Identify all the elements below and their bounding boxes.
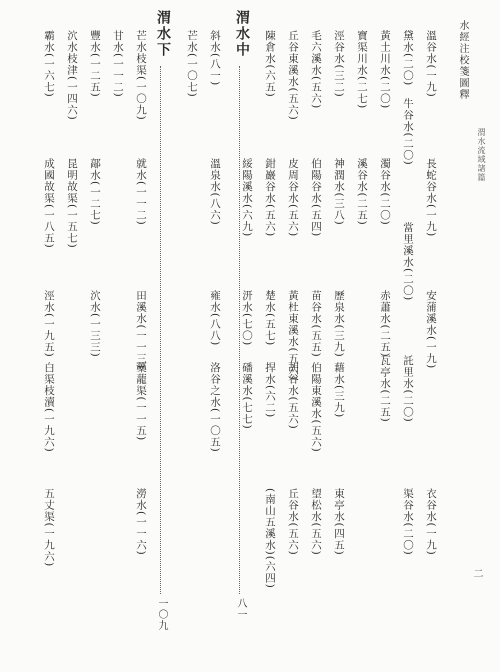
- list-item: 神潤水(三八): [333, 158, 345, 226]
- list-item: 涇水(一九五): [43, 290, 55, 358]
- list-item: 陳倉水(六五): [264, 30, 276, 98]
- list-item: 昆明故渠(一五七): [66, 158, 78, 249]
- list-item: 衣谷水(一九): [425, 488, 437, 556]
- list-item: 渠谷水(二〇): [402, 488, 414, 556]
- list-item: 就水(一一二): [135, 158, 147, 226]
- list-item: (南山五溪水)(六四): [264, 488, 276, 589]
- list-item: 溫泉水(八六): [209, 158, 221, 226]
- section-page-number: 一〇九: [156, 598, 167, 631]
- list-item: 五丈渠(一九六): [43, 488, 55, 568]
- list-item: 雍水(八八): [209, 290, 221, 347]
- list-item: 泬水枝津(一四六): [66, 30, 78, 121]
- list-item: 伯陽谷水(五四): [310, 158, 322, 238]
- list-item: 赤蕭水(二五): [379, 290, 391, 358]
- list-item: 泬水(一三三): [89, 290, 101, 358]
- list-item: 斜水(八一): [209, 30, 221, 87]
- list-item: 溪谷水(二五): [356, 158, 368, 226]
- list-item: 瓦亭水(二五): [379, 355, 391, 423]
- list-item: 丘谷東溪水(五六): [287, 30, 299, 121]
- list-item: 汧水(七〇): [241, 290, 253, 347]
- list-item: 東亭水(四五): [333, 488, 345, 556]
- list-item: 黛水(二〇): [402, 30, 414, 87]
- list-item: 田溪水(一一三): [135, 290, 147, 370]
- book-title: 水經注校箋圖釋: [457, 20, 468, 101]
- list-item: 涇谷水(三二): [333, 30, 345, 98]
- list-item: 芒水枝渠(一〇九): [135, 30, 147, 121]
- list-item: 芒水(一〇七): [186, 30, 198, 98]
- list-item: 丘谷水(五六): [287, 488, 299, 556]
- list-item: 綏陽溪水(六九): [241, 158, 253, 238]
- section-page-number: 八一: [235, 598, 246, 620]
- list-item: 捍水(六二): [264, 362, 276, 419]
- dot-leader: [239, 66, 240, 594]
- list-item: 當里溪水(二〇): [402, 222, 414, 302]
- list-item: 長蛇谷水(一九): [425, 158, 437, 238]
- list-item: 皮周谷水(五六): [287, 158, 299, 238]
- section-heading: 渭水下: [155, 10, 171, 58]
- list-item: 黃杜東溪水(五六): [287, 290, 299, 381]
- list-item: 藉水(三九): [333, 362, 345, 419]
- list-item: 安蒲溪水(一九): [425, 290, 437, 370]
- list-item: 託里水(二〇): [402, 355, 414, 423]
- list-item: 濁谷水(二〇): [379, 158, 391, 226]
- list-item: 毛六溪水(五六): [310, 30, 322, 110]
- list-item: 黃土川水(二〇): [379, 30, 391, 110]
- list-item: 苗谷水(五五): [310, 290, 322, 358]
- list-item: 鉗巖谷水(五六): [264, 158, 276, 238]
- list-item: 澇水(一一六): [135, 488, 147, 556]
- list-item: 牛谷水(二〇): [402, 98, 414, 166]
- list-item: 洛谷之水(一〇五): [209, 362, 221, 453]
- list-item: 胡谷水(五六): [287, 362, 299, 430]
- list-item: 甘水(一一二): [112, 30, 124, 98]
- list-item: 成國故渠(一八五): [43, 158, 55, 249]
- list-item: 鄗水(一二七): [89, 158, 101, 226]
- list-item: 蘽蘢渠(一一五): [135, 362, 147, 442]
- page-number: 二: [471, 568, 482, 579]
- dot-leader: [160, 66, 161, 594]
- list-item: 寶渠川水(二七): [356, 30, 368, 110]
- list-item: 楚水(五七): [264, 290, 276, 347]
- section-heading: 渭水中: [234, 10, 250, 58]
- list-item: 溫谷水(一九): [425, 30, 437, 98]
- list-item: 磻溪水(七七): [241, 362, 253, 430]
- list-item: 豐水(一二五): [89, 30, 101, 98]
- list-item: 白渠枝瀆(一九六): [43, 362, 55, 453]
- list-item: 霸水(一六七): [43, 30, 55, 98]
- list-item: 望松水(五六): [310, 488, 322, 556]
- list-item: 歷泉水(三九): [333, 290, 345, 358]
- list-item: 伯陽東溪水(五六): [310, 362, 322, 453]
- section-title: 渭水流域諸篇: [477, 128, 486, 182]
